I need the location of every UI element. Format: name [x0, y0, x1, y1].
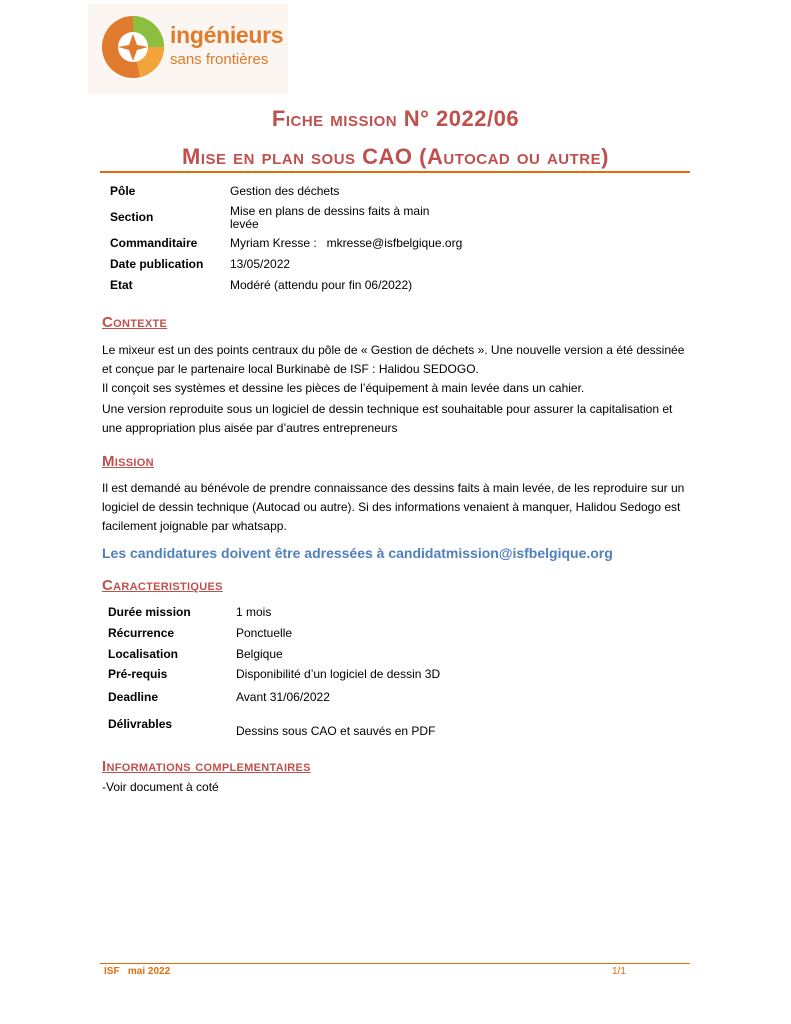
carac-value-deadline: Avant 31/06/2022 [236, 690, 330, 704]
page-subtitle: Mise en plan sous CAO (Autocad ou autre) [182, 144, 609, 169]
carac-label-recurrence: Récurrence [108, 626, 175, 640]
carac-label-prerequis: Pré-requis [108, 667, 168, 681]
contexte-paragraph-3 [102, 400, 702, 438]
info-label-section: Section [110, 210, 154, 224]
page-number: 1/1 [612, 966, 626, 977]
application-contact: Les candidatures doivent être adressées à candidatmission@isfbelgique.org [102, 545, 613, 561]
section-heading-informations: Informations complementaires [102, 758, 311, 775]
contexte-line: Il conçoit ses systèmes et dessine les pièces de l’équipement à main levée dans un cahier. [102, 381, 585, 395]
info-label-pole: Pôle [110, 184, 136, 198]
carac-label-localisation: Localisation [108, 647, 179, 661]
carac-value-delivrables: Dessins sous CAO et sauvés en PDF [236, 724, 436, 738]
info-value-section-line2: levée [230, 217, 259, 231]
footer-divider [100, 963, 690, 964]
contexte-line: Une version reproduite sous un logiciel de dessin technique est souhaitable pour assurer la capitalisation et [102, 402, 673, 416]
logo-mark-icon [100, 14, 166, 80]
mission-paragraph [102, 479, 702, 536]
info-value-commanditaire: Myriam Kresse : mkresse@isfbelgique.org [230, 236, 463, 250]
mission-line: logiciel de dessin technique (Autocad ou autre). Si des informations venaient à manquer, Halidou Sedogo est [102, 500, 681, 514]
carac-value-recurrence: Ponctuelle [236, 626, 293, 640]
carac-value-prerequis: Disponibilité d’un logiciel de dessin 3D [236, 667, 441, 681]
section-heading-caracteristiques: Caracteristiques [102, 577, 223, 594]
mission-line: Il est demandé au bénévole de prendre connaissance des dessins faits à main levée, de les reproduire sur un [102, 481, 685, 495]
info-label-etat: Etat [110, 278, 133, 292]
carac-value-duree: 1 mois [236, 605, 272, 619]
info-value-section: Mise en plans de dessins faits à main [230, 204, 430, 218]
footer-left: ISF mai 2022 [104, 966, 171, 977]
page-title: Fiche mission N° 2022/06 [271, 106, 520, 131]
title-divider [100, 171, 690, 173]
carac-value-localisation: Belgique [236, 647, 283, 661]
section-heading-mission: Mission [102, 453, 154, 470]
carac-label-duree: Durée mission [108, 605, 191, 619]
info-value-date: 13/05/2022 [230, 257, 291, 271]
carac-label-deadline: Deadline [108, 690, 159, 704]
logo-text-line1: ingénieurs [170, 22, 284, 48]
contexte-paragraph-2 [102, 379, 702, 398]
contexte-line: une appropriation plus aisée par d’autres entrepreneurs [102, 421, 398, 435]
isf-logo [88, 4, 288, 94]
info-label-commanditaire: Commanditaire [110, 236, 198, 250]
contexte-line: Le mixeur est un des points centraux du pôle de « Gestion de déchets ». Une nouvelle version a été dessinée [102, 343, 685, 357]
informations-text: -Voir document à coté [102, 780, 219, 794]
contexte-line: et conçue par le partenaire local Burkinabè de ISF : Halidou SEDOGO. [102, 362, 479, 376]
info-value-etat: Modéré (attendu pour fin 06/2022) [230, 278, 413, 292]
section-heading-contexte: Contexte [102, 314, 168, 331]
mission-line: facilement joignable par whatsapp. [102, 519, 287, 533]
carac-label-delivrables: Délivrables [108, 717, 173, 731]
info-value-pole: Gestion des déchets [230, 184, 340, 198]
info-label-date: Date publication [110, 257, 204, 271]
logo-text-line2: sans frontières [170, 51, 269, 68]
contexte-paragraph-1 [102, 341, 702, 379]
